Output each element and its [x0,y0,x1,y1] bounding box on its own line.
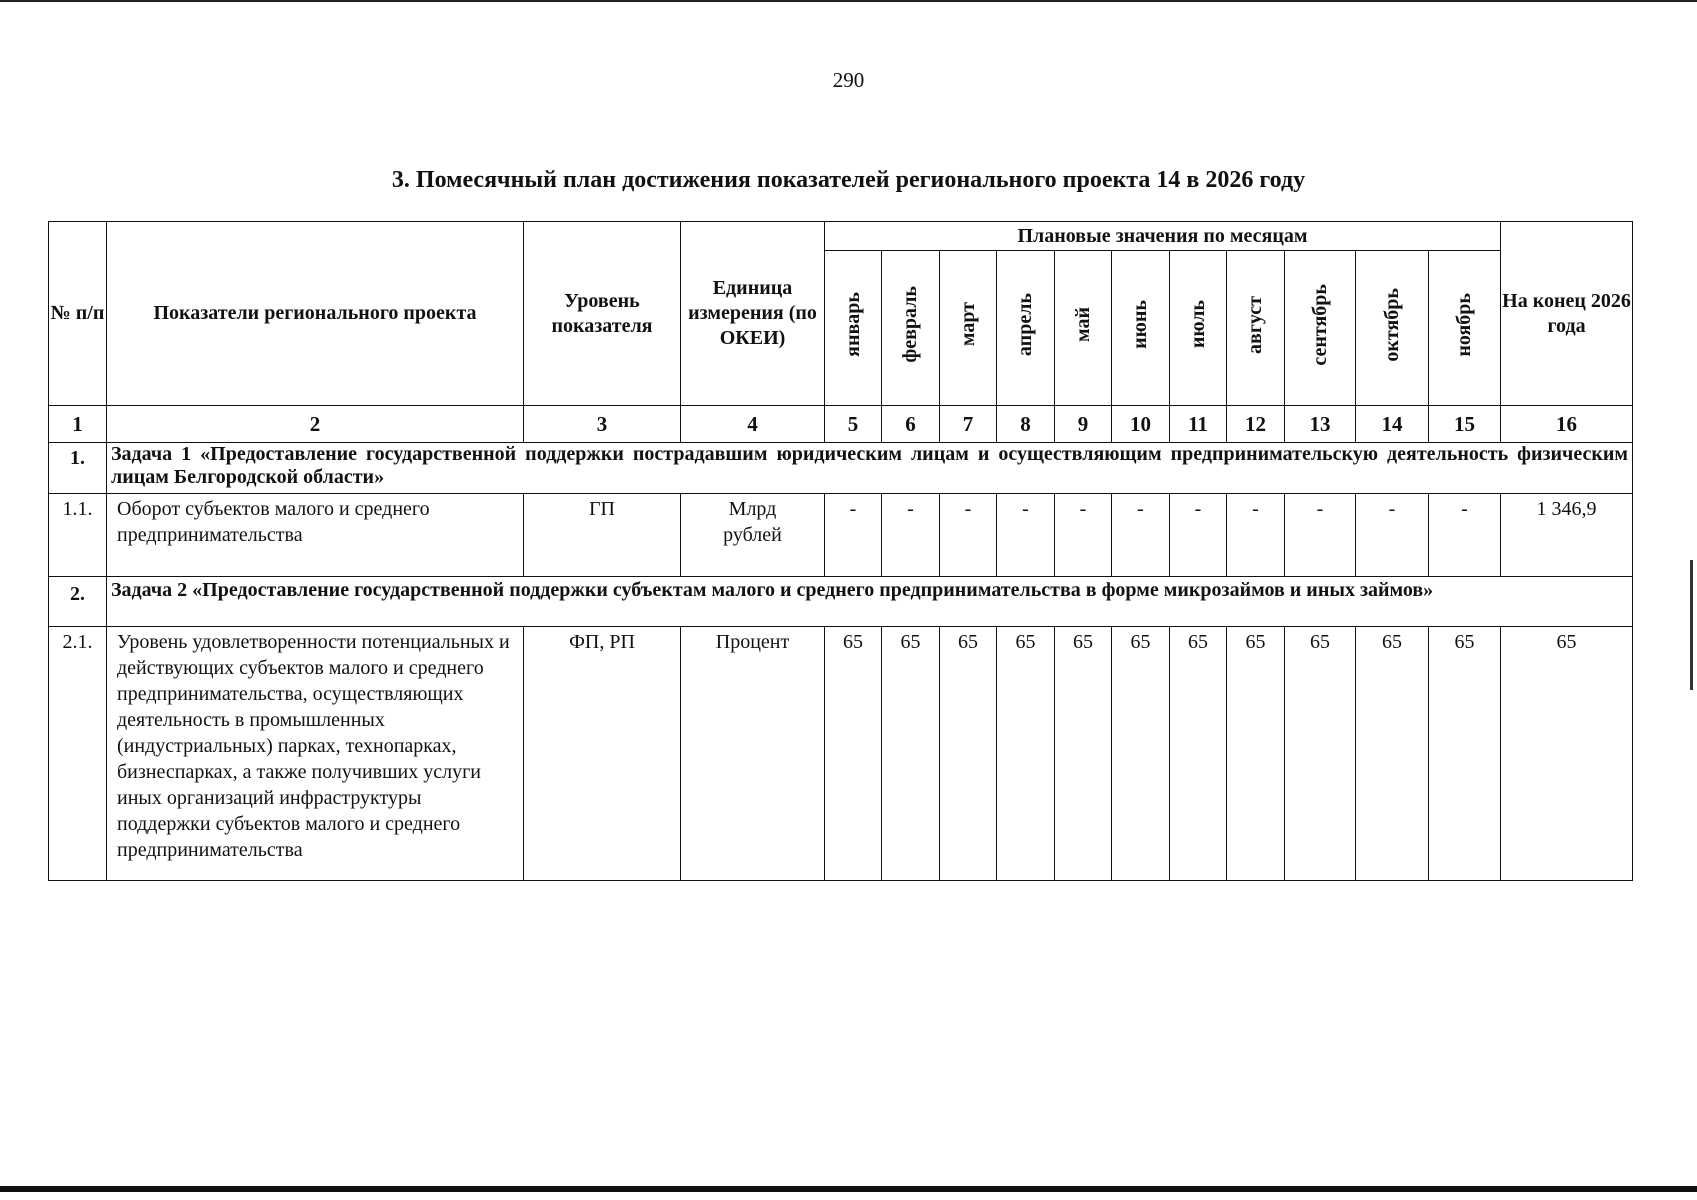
month-label: март [956,302,979,347]
month-value: - [1112,494,1170,577]
indicator-row [49,627,1633,881]
column-number: 3 [524,406,681,443]
month-value: - [1356,494,1429,577]
header-num: № п/п [49,222,107,406]
month-value: - [997,494,1055,577]
indicator-number: 1.1. [49,494,107,577]
header-indicator: Показатели регионального проекта [107,222,524,406]
column-number: 4 [681,406,825,443]
month-value: 65 [1227,627,1285,881]
month-value: - [825,494,882,577]
column-number: 15 [1429,406,1501,443]
month-value: 65 [940,627,997,881]
scan-top-edge [0,0,1697,2]
header-month-august [1227,251,1285,406]
indicator-unit: Процент [681,627,825,881]
column-number: 8 [997,406,1055,443]
column-number-row [49,406,1633,443]
month-value: - [1227,494,1285,577]
page-title: 3. Помесячный план достижения показателей регионального проекта 14 в 2026 году [391,167,1306,193]
column-number: 2 [107,406,524,443]
column-number: 9 [1055,406,1112,443]
indicator-name: Оборот субъектов малого и среднего предпринимательства [107,494,524,577]
task-text: Задача 2 «Предоставление государственной поддержки субъектам малого и среднего предпринимательства в форме микрозаймов и иных займов» [107,577,1633,627]
monthly-plan-table [48,221,1633,881]
header-month-april [997,251,1055,406]
month-value: 65 [1055,627,1112,881]
month-label: июнь [1129,300,1151,349]
month-value: - [1429,494,1501,577]
month-value: - [1285,494,1356,577]
indicator-row [49,494,1633,577]
task-number: 1. [49,443,107,494]
header-month-november [1429,251,1501,406]
header-month-february [882,251,940,406]
month-label: ноябрь [1453,292,1475,357]
header-unit: Единица измерения (по ОКЕИ) [681,222,825,406]
month-label: июль [1186,300,1209,349]
month-value: 65 [825,627,882,881]
header-month-may [1055,251,1112,406]
header-month-july [1170,251,1227,406]
task-text: Задача 1 «Предоставление государственной поддержки пострадавшим юридическим лицам и осуществляющим предпринимательскую деятельность физическим лицам Белгородской области» [107,443,1633,494]
column-number: 14 [1356,406,1429,443]
month-value: 65 [1285,627,1356,881]
task-row [49,443,1633,494]
month-value: 65 [1112,627,1170,881]
page-number: 290 [832,68,865,92]
month-label: апрель [1014,292,1036,357]
indicator-unit-text: Млрд рублей [723,498,782,546]
column-number: 16 [1501,406,1633,443]
header-month-june [1112,251,1170,406]
month-label: сентябрь [1308,283,1331,366]
scan-bottom-edge [0,1186,1697,1192]
month-value: 65 [997,627,1055,881]
month-value: 65 [1429,627,1501,881]
indicator-number: 2.1. [49,627,107,881]
column-number: 1 [49,406,107,443]
header-year-end: На конец 2026 года [1501,222,1633,406]
indicator-level: ГП [524,494,681,577]
month-label: январь [841,292,864,357]
year-end-value: 65 [1501,627,1633,881]
column-number: 5 [825,406,882,443]
header-month-october [1356,251,1429,406]
header-monthly-group: Плановые значения по месяцам [825,222,1501,251]
month-value: - [882,494,940,577]
month-value: 65 [1356,627,1429,881]
task-number: 2. [49,577,107,627]
header-month-september [1285,251,1356,406]
header-month-march [940,251,997,406]
month-label: февраль [899,286,921,363]
indicator-level: ФП, РП [524,627,681,881]
indicator-unit [681,494,825,577]
indicator-name: Уровень удовлетворенности потенциальных и действующих субъектов малого и среднего предпринимательства, осуществляющих деятельность в промышленных (индустриальных) парках, технопарках, бизнеспарках, а также получивших услуги иных организаций инфраструктуры поддержки субъектов малого и среднего предпринимательства [107,627,524,881]
month-value: - [1170,494,1227,577]
year-end-value: 1 346,9 [1501,494,1633,577]
month-value: - [940,494,997,577]
column-number: 7 [940,406,997,443]
column-number: 12 [1227,406,1285,443]
header-level: Уровень показателя [524,222,681,406]
column-number: 6 [882,406,940,443]
month-label: август [1244,295,1266,354]
scan-right-mark [1690,560,1693,690]
month-value: - [1055,494,1112,577]
column-number: 13 [1285,406,1356,443]
month-label: октябрь [1380,287,1403,362]
task-row [49,577,1633,627]
month-value: 65 [1170,627,1227,881]
month-value: 65 [882,627,940,881]
header-month-january [825,251,882,406]
column-number: 10 [1112,406,1170,443]
month-label: май [1071,306,1094,342]
column-number: 11 [1170,406,1227,443]
